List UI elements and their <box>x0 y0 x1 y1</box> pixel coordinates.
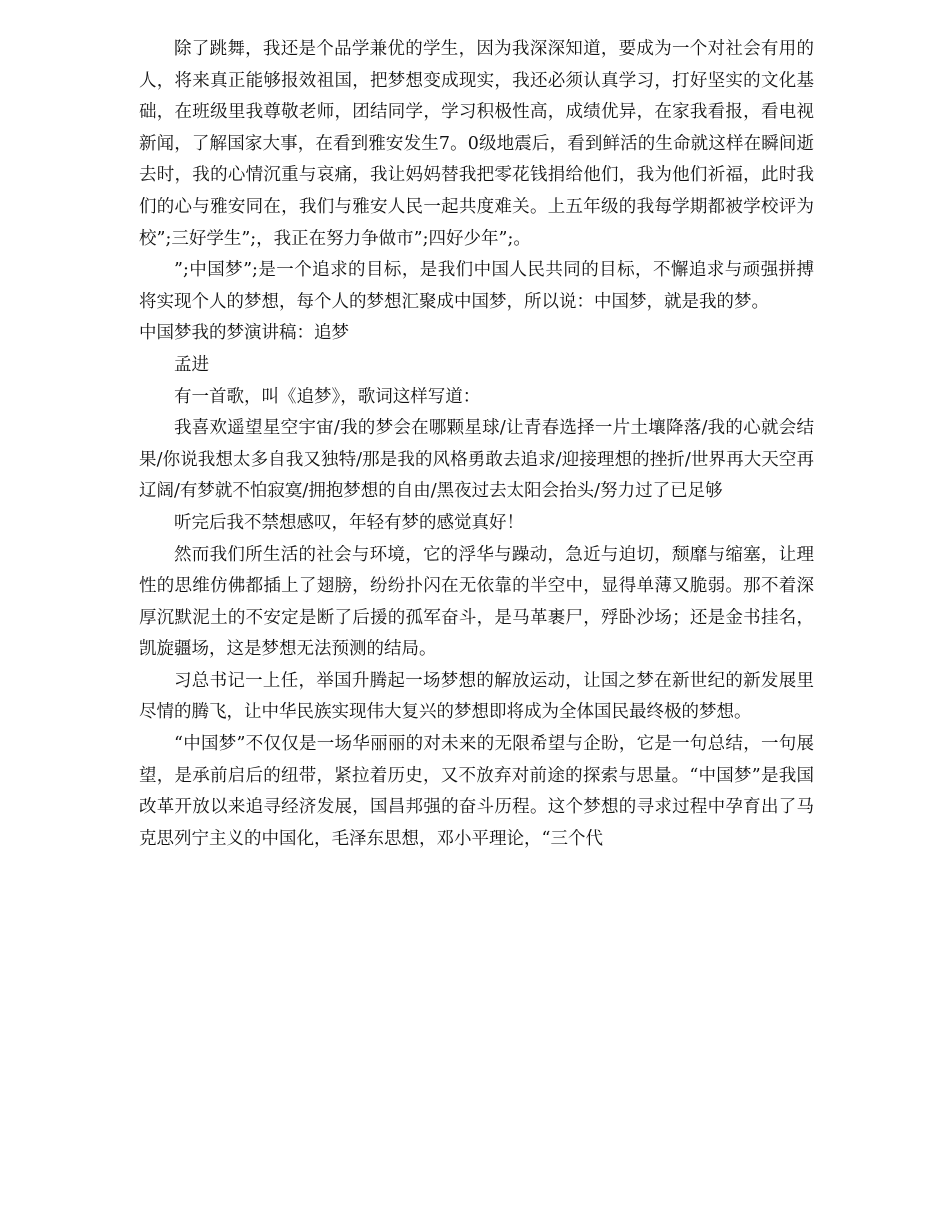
author-name: 孟进 <box>174 354 209 375</box>
document-body <box>139 34 814 855</box>
paragraph: 习总书记一上任，举国升腾起一场梦想的解放运动，让国之梦在新世纪的新发展里尽情的腾飞，让中华民族实现伟大复兴的梦想即将成为全体国民最终极的梦想。 <box>139 670 814 723</box>
paragraph: “中国梦”不仅仅是一场华丽丽的对未来的无限希望与企盼，它是一句总结，一句展望，是承前启后的纽带，紧拉着历史，又不放弃对前途的探索与思量。“中国梦”是我国改革开放以来追寻经济发展，国昌邦强的奋斗历程。这个梦想的寻求过程中孕育出了马克思列宁主义的中国化，毛泽东思想，邓小平理论，“三个代 <box>139 734 814 849</box>
paragraph: 有一首歌，叫《追梦》，歌词这样写道： <box>174 386 481 407</box>
song-lyrics: 我喜欢遥望星空宇宙/我的梦会在哪颗星球/让青春选择一片土壤降落/我的心就会结果/你说我想太多自我又独特/那是我的风格勇敢去追求/迎接理想的挫折/世界再大天空再辽阔/有梦就不怕寂寞/拥抱梦想的自由/黑夜过去太阳会抬头/努力过了已足够 <box>139 418 814 502</box>
paragraph: 除了跳舞，我还是个品学兼优的学生，因为我深深知道，要成为一个对社会有用的人，将来真正能够报效祖国，把梦想变成现实，我还必须认真学习，打好坚实的文化基础，在班级里我尊敬老师，团结同学，学习积极性高，成绩优异，在家我看报，看电视新闻，了解国家大事，在看到雅安发生7。0级地震后，看到鲜活的生命就这样在瞬间逝去时，我的心情沉重与哀痛，我让妈妈替我把零花钱捐给他们，我为他们祈福，此时我们的心与雅安同在，我们与雅安人民一起共度难关。上五年级的我每学期都被学校评为校”;三好学生”;，我正在努力争做市”;四好少年”;。 <box>139 39 814 249</box>
paragraph: ”;中国梦”;是一个追求的目标，是我们中国人民共同的目标，不懈追求与顽强拼搏将实现个人的梦想，每个人的梦想汇聚成中国梦，所以说：中国梦，就是我的梦。 <box>139 260 814 312</box>
paragraph: 听完后我不禁想感叹，年轻有梦的感觉真好！ <box>174 512 524 533</box>
paragraph: 然而我们所生活的社会与环境，它的浮华与躁动，急近与迫切，颓靡与缩塞，让理性的思维仿佛都插上了翅膀，纷纷扑闪在无依靠的半空中，显得单薄又脆弱。那不着深厚沉默泥土的不安定是断了后援的孤军奋斗，是马革裹尸，殍卧沙场；还是金书挂名，凯旋疆场，这是梦想无法预测的结局。 <box>139 544 814 660</box>
section-heading: 中国梦我的梦演讲稿：追梦 <box>139 323 349 344</box>
